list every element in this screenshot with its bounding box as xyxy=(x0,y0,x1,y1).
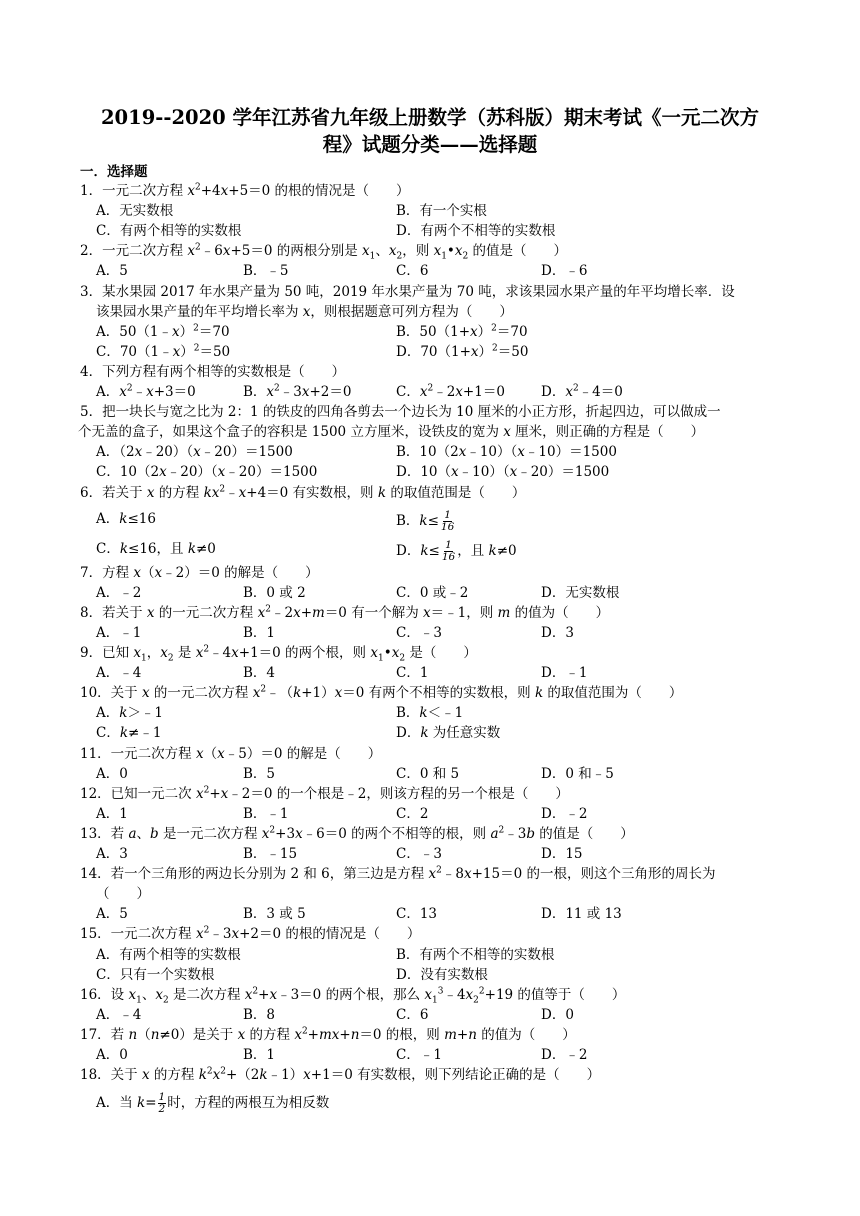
answer-option: D．15 xyxy=(541,846,583,862)
answer-option: A．﹣4 xyxy=(96,665,142,682)
answer-option: C．$x^2﹣2x+1=0$ xyxy=(396,383,505,400)
answer-option: B．k≤ $\frac{1}{16}$ xyxy=(396,508,455,533)
question-stem: 17．若 n（n≠0）是关于 x 的方程 $x^2+mx+n=0$ 的根，则 m+n 的值为（ ） xyxy=(80,1026,576,1043)
answer-option: C．k≠﹣1 xyxy=(96,725,162,742)
answer-option: D．10（x﹣10）（x﹣20）＝1500 xyxy=(396,464,610,481)
answer-option: A．0 xyxy=(96,1047,128,1063)
answer-option: A．﹣1 xyxy=(96,624,142,641)
answer-option: D．﹣2 xyxy=(541,805,588,822)
question-stem: 16．设 $x_1$、$x_2$ 是二次方程 $x^2+x﹣3=0$ 的两个根，那么 $x_1^3﹣4x_2^2+19$ 的值等于（ ） xyxy=(80,986,626,1006)
answer-option: A．$x^2﹣x+3=0$ xyxy=(96,383,196,400)
answer-option: A．50（1﹣x）$^2$＝70 xyxy=(96,323,230,340)
answer-option: B．$x^2﹣3x+2=0$ xyxy=(243,383,352,400)
answer-option: C．1 xyxy=(396,665,429,682)
question-stem: 13．若 a、b 是一元二次方程 $x^2+3x﹣6=0$ 的两个不相等的根，则 $a^2﹣3b$ 的值是（ ） xyxy=(80,825,634,842)
answer-option: D．﹣1 xyxy=(541,665,588,682)
question-text: （ ） xyxy=(96,886,150,903)
question-stem: 11．一元二次方程 x（x﹣5）＝0 的解是（ ） xyxy=(80,745,382,762)
answer-option: A．1 xyxy=(96,805,128,822)
answer-option: B．4 xyxy=(243,665,276,682)
answer-option: A．﹣2 xyxy=(96,584,142,601)
answer-option: B．1 xyxy=(243,624,276,641)
question-stem: 15．一元二次方程 $x^2﹣3x+2=0$ 的根的情况是（ ） xyxy=(80,925,421,943)
question-stem: 10．关于 x 的一元二次方程 $x^2﹣(k+1)x=0$ 有两个不相等的实数根，则 k 的取值范围为（ ） xyxy=(80,684,683,702)
answer-option: D．$x^2﹣4=0$ xyxy=(541,383,623,400)
answer-option: B．有一个实根 xyxy=(396,203,487,220)
answer-option: D．无实数根 xyxy=(541,584,620,601)
answer-option: C．2 xyxy=(396,805,429,822)
answer-option: C．k≤16，且 k≠0 xyxy=(96,540,216,557)
answer-option: B．k＜﹣1 xyxy=(396,705,464,722)
answer-option: C．6 xyxy=(396,1006,429,1023)
answer-option: D．3 xyxy=(541,624,574,641)
answer-option: A．k＞﹣1 xyxy=(96,705,164,722)
answer-option: B．﹣5 xyxy=(243,263,289,280)
title-line-2: 程》试题分类——选择题 xyxy=(322,133,538,156)
question-stem: 12．已知一元二次 $x^2+x﹣2=0$ 的一个根是﹣2，则该方程的另一个根是（ ） xyxy=(80,785,569,802)
answer-option: B．8 xyxy=(243,1006,276,1023)
answer-option: D．﹣6 xyxy=(541,263,588,280)
answer-option: C．0 和 5 xyxy=(396,765,460,782)
answer-option: B．$50(1+x)^2=70$ xyxy=(396,323,528,340)
answer-option: A．（2x﹣20）（x﹣20）＝1500 xyxy=(96,444,293,461)
answer-option: B．5 xyxy=(243,765,276,782)
question-stem: 3．某水果园 2017 年水果产量为 50 吨，2019 年水果产量为 70 吨，求该果园水果产量的年平均增长率．设 xyxy=(80,283,735,300)
answer-option: B．1 xyxy=(243,1047,276,1063)
section-heading: 一．选择题 xyxy=(80,164,148,180)
question-stem: 8．若关于 x 的一元二次方程 $x^2﹣2x+m=0$ 有一个解为 x＝﹣1，则 m 的值为（ ） xyxy=(80,604,610,621)
answer-option: D．0 和﹣5 xyxy=(541,765,614,782)
answer-option: C．13 xyxy=(396,906,438,923)
answer-option: D．k 为任意实数 xyxy=(396,725,501,742)
answer-option: C．﹣3 xyxy=(396,846,442,862)
answer-option: A．﹣4 xyxy=(96,1006,142,1023)
question-stem: 14．若一个三角形的两边长分别为 2 和 6，第三边是方程 $x^2﹣8x+15=0$ 的一根，则这个三角形的周长为 xyxy=(80,865,716,883)
answer-option: D．﹣2 xyxy=(541,1047,588,1063)
answer-option: A．3 xyxy=(96,846,128,862)
answer-option: A．无实数根 xyxy=(96,203,174,220)
answer-option: C．70（1﹣x）$^2$＝50 xyxy=(96,343,231,360)
answer-option: C．有两个相等的实数根 xyxy=(96,223,242,240)
answer-option: A．5 xyxy=(96,906,128,923)
question-text: 该果园水果产量的年平均增长率为 x，则根据题意可列方程为（ ） xyxy=(96,303,513,320)
answer-option: B．10（2x﹣10）（x﹣10）＝1500 xyxy=(396,444,617,461)
question-stem: 18．关于 x 的方程 $k^2x^2+(2k﹣1)x+1=0$ 有实数根，则下列结论正确的是（ ） xyxy=(80,1066,601,1084)
answer-option: A．5 xyxy=(96,263,128,280)
answer-option: D．有两个不相等的实数根 xyxy=(396,223,556,240)
answer-option: B．﹣15 xyxy=(243,846,298,862)
answer-option: C．﹣1 xyxy=(396,1047,442,1063)
answer-option: C．﹣3 xyxy=(396,624,442,641)
question-text: 个无盖的盒子，如果这个盒子的容积是 1500 立方厘米，设铁皮的宽为 x 厘米，则正确的方程是（ ） xyxy=(78,424,705,441)
question-text: A．当 k= $\frac{1}{2}$ 时，方程的两根互为相反数 xyxy=(96,1091,330,1116)
question-stem: 7．方程 x（x﹣2）＝0 的解是（ ） xyxy=(80,564,319,581)
answer-option: B．0 或 2 xyxy=(243,584,306,601)
answer-option: C．只有一个实数根 xyxy=(96,966,215,983)
title-line-1: 2019--2020 学年江苏省九年级上册数学（苏科版）期末考试《一元二次方 xyxy=(100,106,760,129)
answer-option: D．没有实数根 xyxy=(396,966,488,983)
answer-option: B．有两个不相等的实数根 xyxy=(396,946,555,963)
question-stem: 9．已知 $x_1$，$x_2$ 是 $x^2﹣4x+1=0$ 的两个根，则 $x_1•x_2$ 是（ ） xyxy=(80,644,477,664)
answer-option: D．$70(1+x)^2=50$ xyxy=(396,343,529,360)
question-stem: 2．一元二次方程 $x^2﹣6x+5=0$ 的两根分别是 $x_1$、$x_2$，则 $x_1•x_2$ 的值是（ ） xyxy=(80,242,568,262)
answer-option: B．﹣1 xyxy=(243,805,289,822)
answer-option: A．有两个相等的实数根 xyxy=(96,946,241,963)
answer-option: A．k≤16 xyxy=(96,510,156,527)
answer-option: D．k≤ $\frac{1}{16}$ ，且 k≠0 xyxy=(396,538,517,563)
question-stem: 1．一元二次方程 $x^2+4x+5=0$ 的根的情况是（ ） xyxy=(80,182,410,199)
answer-option: A．0 xyxy=(96,765,128,782)
question-stem: 5．把一块长与宽之比为 2：1 的铁皮的四角各剪去一个边长为 10 厘米的小正方形，折起四边，可以做成一 xyxy=(80,404,721,421)
answer-option: C．6 xyxy=(396,263,429,280)
question-stem: 6．若关于 x 的方程 $kx^2﹣x+4=0$ 有实数根，则 k 的取值范围是（ ） xyxy=(80,484,526,501)
answer-option: D．0 xyxy=(541,1006,574,1023)
answer-option: D．11 或 13 xyxy=(541,906,622,923)
answer-option: B．3 或 5 xyxy=(243,906,306,923)
answer-option: C．10（2x﹣20）（x﹣20）＝1500 xyxy=(96,464,318,481)
question-stem: 4．下列方程有两个相等的实数根是（ ） xyxy=(80,363,346,380)
answer-option: C．0 或﹣2 xyxy=(396,584,469,601)
